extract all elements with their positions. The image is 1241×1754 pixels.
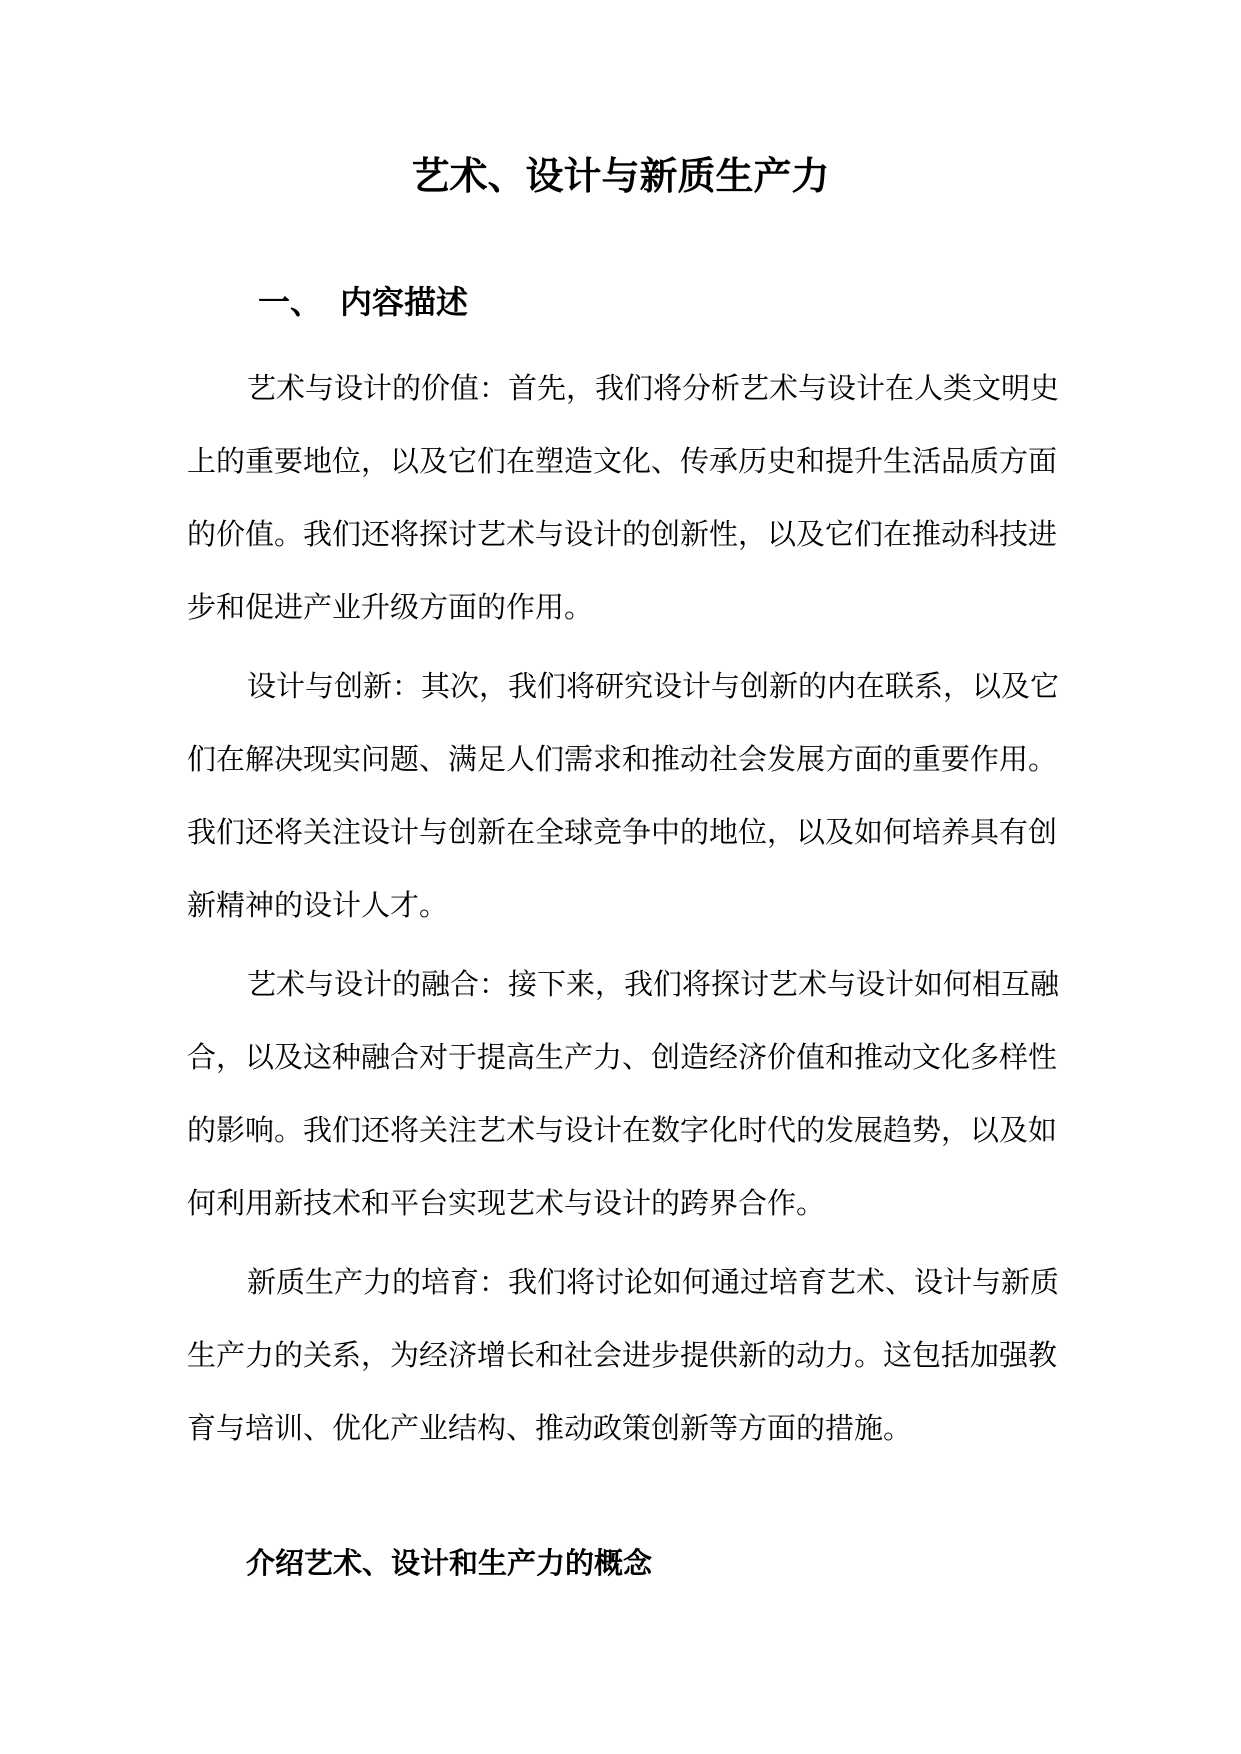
section-heading-text: 内容描述 [340,283,469,321]
paragraph-line: 我们还将关注设计与创新在全球竞争中的地位，以及如何培养具有创 [187,815,1058,849]
paragraph-line: 育与培训、优化产业结构、推动政策创新等方面的措施。 [187,1411,913,1445]
section-heading-1 [258,277,468,327]
paragraph-art-design-value [187,352,1067,644]
paragraph-line: 艺术与设计的价值：首先，我们将分析艺术与设计在人类文明史 [247,371,1060,405]
paragraph-line: 何利用新技术和平台实现艺术与设计的跨界合作。 [187,1186,826,1220]
paragraph-line: 艺术与设计的融合：接下来，我们将探讨艺术与设计如何相互融 [247,967,1060,1001]
section-number: 一、 [258,283,323,321]
paragraph-line: 步和促进产业升级方面的作用。 [187,590,594,624]
paragraph-line: 生产力的关系，为经济增长和社会进步提供新的动力。这包括加强教 [187,1338,1058,1372]
paragraph-line: 新质生产力的培育：我们将讨论如何通过培育艺术、设计与新质 [247,1265,1060,1299]
paragraph-art-design-fusion [187,948,1067,1240]
paragraph-line: 的影响。我们还将关注艺术与设计在数字化时代的发展趋势，以及如 [187,1113,1058,1147]
paragraph-line: 合，以及这种融合对于提高生产力、创造经济价值和推动文化多样性 [187,1040,1058,1074]
paragraph-line: 们在解决现实问题、满足人们需求和推动社会发展方面的重要作用。 [187,742,1058,776]
paragraph-new-productivity [187,1246,1067,1465]
document-title: 艺术、设计与新质生产力 [411,153,830,198]
paragraph-line: 上的重要地位，以及它们在塑造文化、传承历史和提升生活品质方面 [187,444,1058,478]
subheading: 介绍艺术、设计和生产力的概念 [246,1546,653,1580]
paragraph-line: 新精神的设计人才。 [187,888,449,922]
paragraph-line: 设计与创新：其次，我们将研究设计与创新的内在联系，以及它 [247,669,1060,703]
paragraph-design-innovation [187,650,1067,942]
paragraph-line: 的价值。我们还将探讨艺术与设计的创新性，以及它们在推动科技进 [187,517,1058,551]
